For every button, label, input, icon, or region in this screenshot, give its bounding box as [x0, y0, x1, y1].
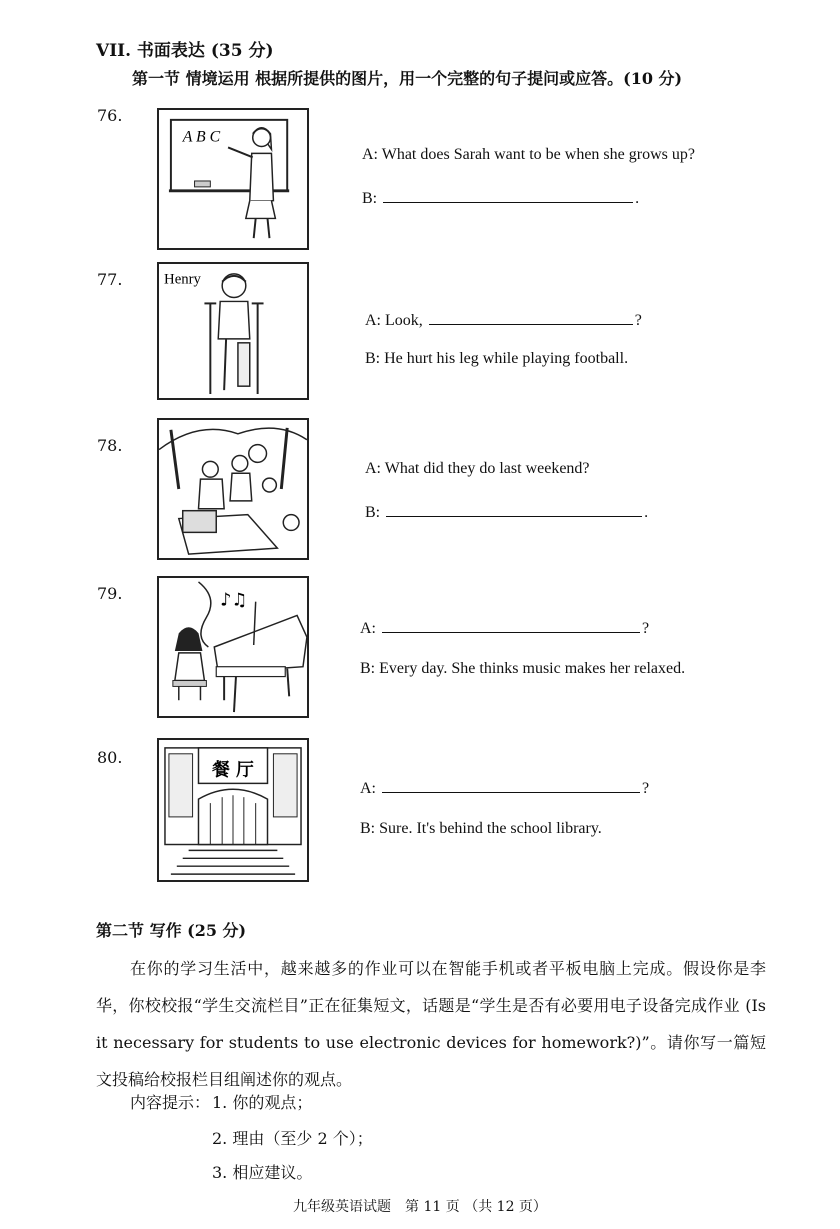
picture-piano	[157, 576, 309, 718]
q76-line-b	[362, 188, 639, 208]
q80-line-b	[360, 820, 602, 838]
answer-blank-78[interactable]	[386, 502, 642, 517]
content-hint-1: 1. 你的观点；	[212, 1093, 313, 1112]
part1-title: 第一节 情境运用 根据所提供的图片，用一个完整的句子提问或应答。(10 分)	[132, 69, 683, 88]
q77-line-a-suffix: ?	[634, 312, 642, 329]
answer-blank-79[interactable]	[382, 618, 640, 633]
answer-blank-80[interactable]	[382, 778, 640, 793]
section-title: VII. 书面表达 (35 分)	[96, 41, 274, 61]
writing-prompt-paragraph: 在你的学习生活中，越来越多的作业可以在智能手机或者平板电脑上完成。假设你是李华，你校校报“学生交流栏目”正在征集短文，话题是“学生是否有必要用电子设备完成作业 (Is it necessary for students to use electronic devices for homework?)”。请你写一篇短文投稿给校报栏目组阐述你的观点。	[96, 959, 766, 1089]
content-hint-label: 内容提示：	[130, 1093, 211, 1112]
dining-hall-illustration	[159, 740, 307, 880]
q80-line-a	[360, 778, 649, 798]
q79-line-a-text: A:	[360, 620, 376, 637]
q77-line-b-text: B: He hurt his leg while playing football.	[365, 350, 629, 367]
q76-line-a	[362, 146, 695, 164]
answer-blank-77[interactable]	[429, 310, 633, 325]
picture-name-label: Henry	[164, 271, 201, 288]
answer-blank-76[interactable]	[383, 188, 633, 203]
q80-line-a-text: A:	[360, 780, 376, 797]
q80-line-a-suffix: ?	[642, 780, 650, 797]
boy-crutches-illustration	[159, 264, 307, 398]
q77-line-a	[365, 310, 642, 330]
q78-line-a	[365, 460, 590, 478]
question-number-77: 77.	[97, 270, 123, 289]
picnic-illustration	[159, 420, 307, 558]
picture-injured-boy	[157, 262, 309, 400]
picture-picnic	[157, 418, 309, 560]
page-footer: 九年级英语试题 第 11 页 （共 12 页）	[293, 1199, 547, 1215]
content-hint-3: 3. 相应建议。	[212, 1163, 313, 1182]
girl-piano-illustration	[159, 578, 307, 716]
svg-text:♪♫: ♪♫	[220, 590, 248, 611]
q76-line-b-text: B:	[362, 190, 378, 207]
part2-title: 第二节 写作 (25 分)	[96, 921, 247, 940]
q79-line-b-text: B: Every day. She thinks music makes her relaxed.	[360, 660, 686, 677]
q80-line-b-text: B: Sure. It's behind the school library.	[360, 820, 602, 837]
question-number-80: 80.	[97, 748, 123, 767]
question-number-79: 79.	[97, 584, 123, 603]
content-hint-2: 2. 理由（至少 2 个）；	[212, 1129, 373, 1148]
question-number-76: 76.	[97, 106, 123, 125]
q78-line-b-suffix: .	[644, 504, 649, 521]
svg-text:A B C: A B C	[182, 128, 221, 146]
q78-line-a-text: A: What did they do last weekend?	[365, 460, 590, 477]
q77-line-a-text: A: Look,	[365, 312, 423, 329]
picture-dining-hall	[157, 738, 309, 882]
q78-line-b-text: B:	[365, 504, 381, 521]
q77-line-b	[365, 350, 628, 368]
q76-line-b-suffix: .	[635, 190, 640, 207]
q78-line-b	[365, 502, 648, 522]
q79-line-a	[360, 618, 649, 638]
q76-line-a-text: A: What does Sarah want to be when she grows up?	[362, 146, 695, 163]
q79-line-a-suffix: ?	[642, 620, 650, 637]
question-number-78: 78.	[97, 436, 123, 455]
building-sign-text: 餐 厅	[212, 759, 254, 781]
picture-teacher	[157, 108, 309, 250]
teacher-illustration	[159, 110, 307, 248]
q79-line-b	[360, 660, 685, 678]
